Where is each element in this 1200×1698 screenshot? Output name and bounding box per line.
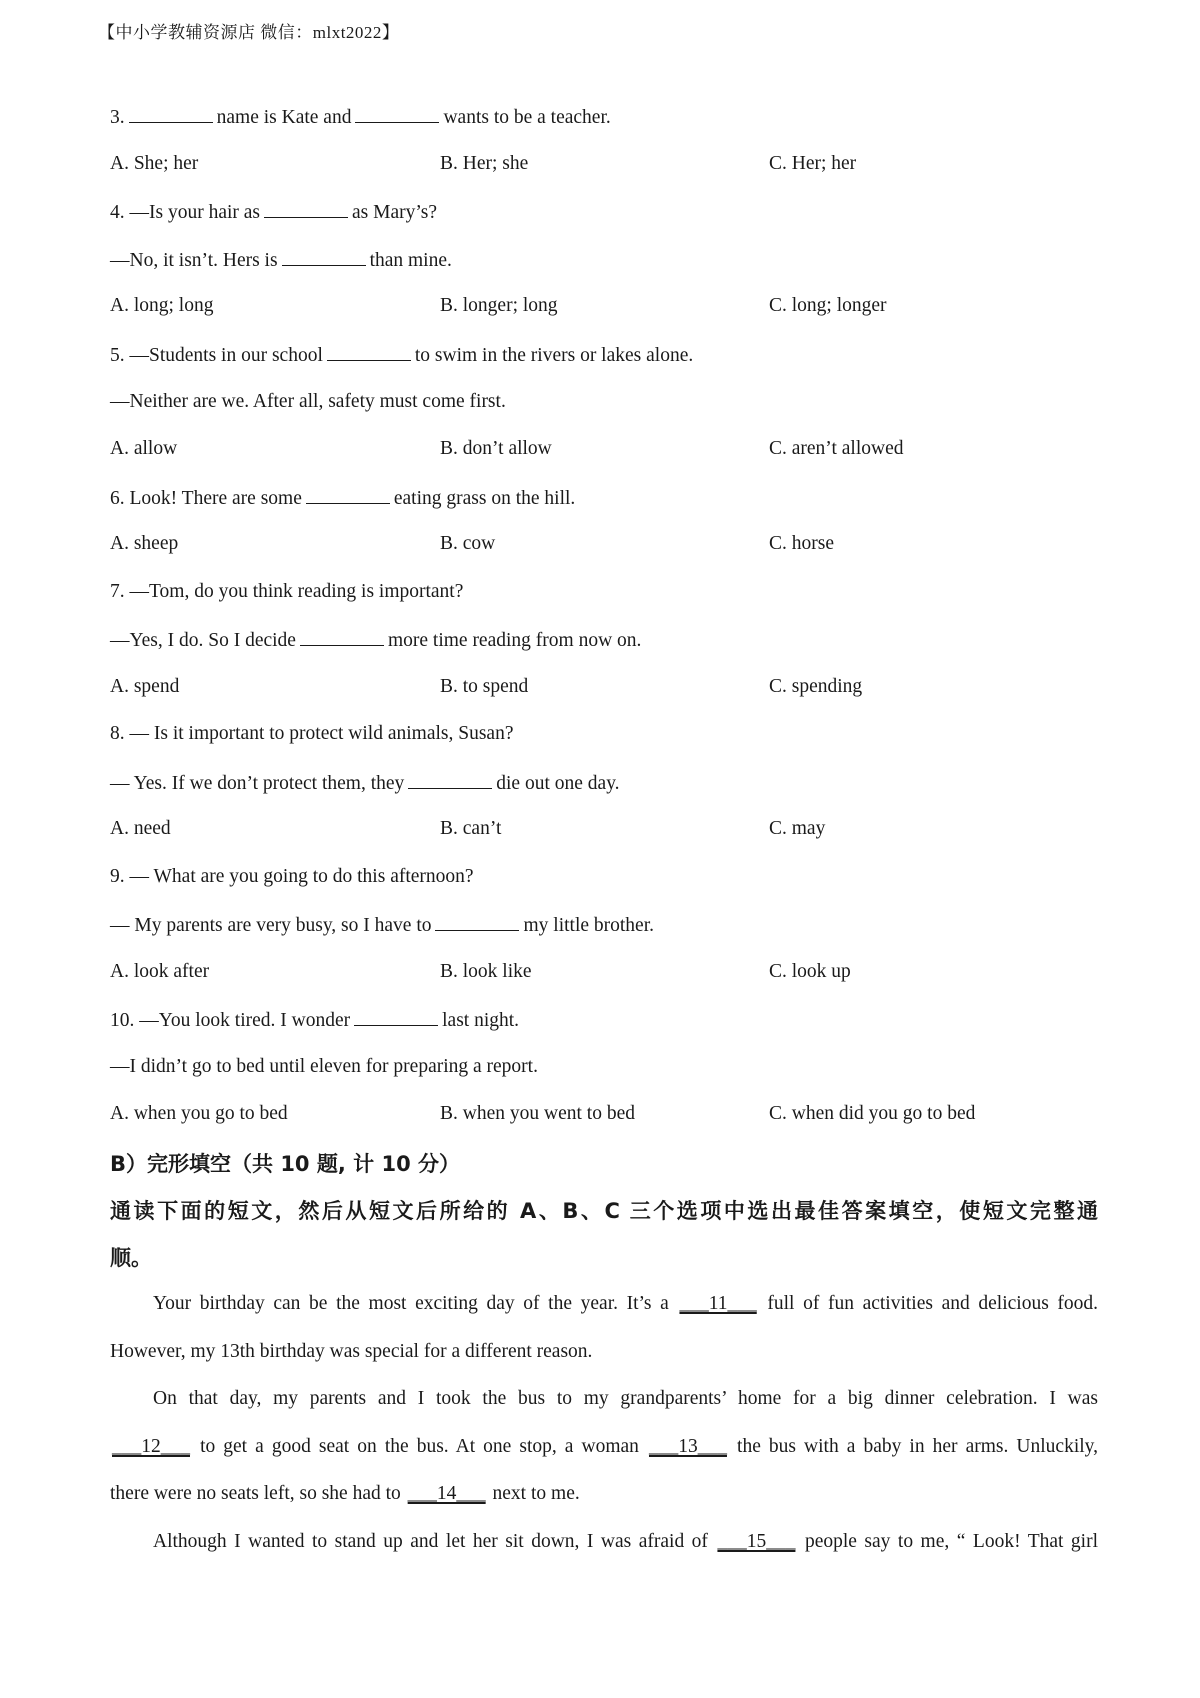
question-7-line-1: 7. —Tom, do you think reading is important?: [110, 581, 464, 602]
cloze-blank-15: ___15___: [717, 1531, 796, 1552]
cloze-blank-14: ___14___: [407, 1483, 486, 1504]
question-text: —No, it isn’t. Hers is: [110, 250, 278, 271]
option-b: B. cow: [440, 533, 496, 554]
option-b: B. when you went to bed: [440, 1103, 635, 1124]
question-7-line-2: [110, 627, 641, 653]
question-text: 6. Look! There are some: [110, 488, 302, 509]
question-8-line-2: [110, 770, 620, 796]
passage-line: [153, 1387, 1098, 1411]
section-b-title: B）完形填空（共 10 题, 计 10 分）: [110, 1152, 460, 1176]
question-8-line-1: 8. — Is it important to protect wild animals, Susan?: [110, 723, 514, 744]
question-number: 3.: [110, 107, 125, 128]
passage-text: [153, 1292, 1098, 1316]
option-a: A. She; her: [110, 153, 199, 174]
question-text: 10. —You look tired. I wonder: [110, 1010, 351, 1031]
option-a: A. spend: [110, 676, 180, 697]
page-header: 【中小学教辅资源店 微信：mlxt2022】: [98, 23, 400, 42]
question-5-line-2: —Neither are we. After all, safety must come first.: [110, 391, 506, 412]
question-text: die out one day.: [496, 773, 620, 794]
passage-text: the bus with a baby in her arms. Unluckily,: [737, 1436, 1099, 1457]
passage-text: [153, 1530, 1098, 1554]
answer-blank: [300, 627, 384, 646]
question-text: as Mary’s?: [352, 202, 438, 223]
answer-blank: [408, 770, 492, 789]
answer-blank: [264, 199, 348, 218]
question-10-line-2: —I didn’t go to bed until eleven for preparing a report.: [110, 1056, 538, 1077]
question-9-line-1: 9. — What are you going to do this afternoon?: [110, 866, 474, 887]
passage-text: On that day, my parents and I took the bus to my grandparents’ home for a big dinner celebration. I was: [153, 1388, 1098, 1409]
option-b: B. longer; long: [440, 295, 558, 316]
question-4-line-1: [110, 199, 437, 225]
option-c: C. aren’t allowed: [769, 438, 904, 459]
question-3-stem: [110, 104, 611, 130]
option-c: C. horse: [769, 533, 834, 554]
option-c: C. may: [769, 818, 826, 839]
option-a: A. look after: [110, 961, 210, 982]
answer-blank: [355, 104, 439, 123]
option-c: C. look up: [769, 961, 851, 982]
option-c: C. spending: [769, 676, 863, 697]
option-b: B. don’t allow: [440, 438, 552, 459]
cloze-blank-12: ___12___: [112, 1436, 190, 1457]
question-text: more time reading from now on.: [387, 630, 642, 651]
option-b: B. Her; she: [440, 153, 529, 174]
option-a: A. allow: [110, 438, 178, 459]
question-10-line-1: [110, 1007, 519, 1033]
answer-blank: [282, 247, 366, 266]
question-5-line-1: [110, 342, 693, 368]
answer-blank: [306, 485, 390, 504]
option-a: A. sheep: [110, 533, 179, 554]
answer-blank: [327, 342, 411, 361]
option-b: B. to spend: [440, 676, 529, 697]
passage-text: Your birthday can be the most exciting day of the year. It’s a: [153, 1293, 669, 1314]
cloze-blank-13: ___13___: [648, 1436, 727, 1457]
question-6-stem: [110, 485, 575, 511]
question-text: — Yes. If we don’t protect them, they: [110, 773, 405, 794]
answer-blank: [129, 104, 213, 123]
passage-text: next to me.: [492, 1483, 580, 1504]
question-text: — My parents are very busy, so I have to: [110, 915, 432, 936]
option-c: C. long; longer: [769, 295, 887, 316]
answer-blank: [435, 912, 519, 931]
passage-text: to get a good seat on the bus. At one stop, a woman: [200, 1436, 639, 1457]
passage-line: [110, 1435, 1098, 1459]
cloze-blank-11: ___11___: [679, 1293, 757, 1314]
passage-text: Although I wanted to stand up and let her sit down, I was afraid of: [153, 1531, 708, 1552]
question-text: 4. —Is your hair as: [110, 202, 261, 223]
passage-text: full of fun activities and delicious food.: [767, 1293, 1099, 1314]
passage-text: people say to me, “ Look! That girl: [804, 1531, 1099, 1552]
question-text: to swim in the rivers or lakes alone.: [414, 345, 694, 366]
option-c: C. Her; her: [769, 153, 857, 174]
passage-line: [153, 1292, 1098, 1316]
question-4-line-2: [110, 247, 452, 273]
option-b: B. look like: [440, 961, 532, 982]
option-c: C. when did you go to bed: [769, 1103, 976, 1124]
question-text: 5. —Students in our school: [110, 345, 323, 366]
question-text: name is Kate and: [216, 107, 352, 128]
passage-text: there were no seats left, so she had to: [110, 1483, 401, 1504]
option-a: A. long; long: [110, 295, 214, 316]
passage-line: [153, 1530, 1098, 1554]
question-text: my little brother.: [523, 915, 655, 936]
option-a: A. need: [110, 818, 171, 839]
option-b: B. can’t: [440, 818, 502, 839]
passage-text: [110, 1435, 1098, 1459]
passage-line: However, my 13th birthday was special for a different reason.: [110, 1341, 593, 1362]
question-text: wants to be a teacher.: [443, 107, 611, 128]
question-text: than mine.: [369, 250, 452, 271]
question-text: —Yes, I do. So I decide: [110, 630, 296, 651]
answer-blank: [354, 1007, 438, 1026]
passage-line: [110, 1482, 580, 1506]
section-b-instruction: [110, 1195, 1098, 1225]
option-a: A. when you go to bed: [110, 1103, 288, 1124]
instruction-text: 通读下面的短文，然后从短文后所给的 A、B、C 三个选项中选出最佳答案填空，使短文完整通: [110, 1199, 1098, 1223]
question-text: eating grass on the hill.: [393, 488, 576, 509]
question-text: last night.: [442, 1010, 520, 1031]
section-b-instruction-end: 顺。: [110, 1246, 152, 1270]
question-9-line-2: [110, 912, 654, 938]
